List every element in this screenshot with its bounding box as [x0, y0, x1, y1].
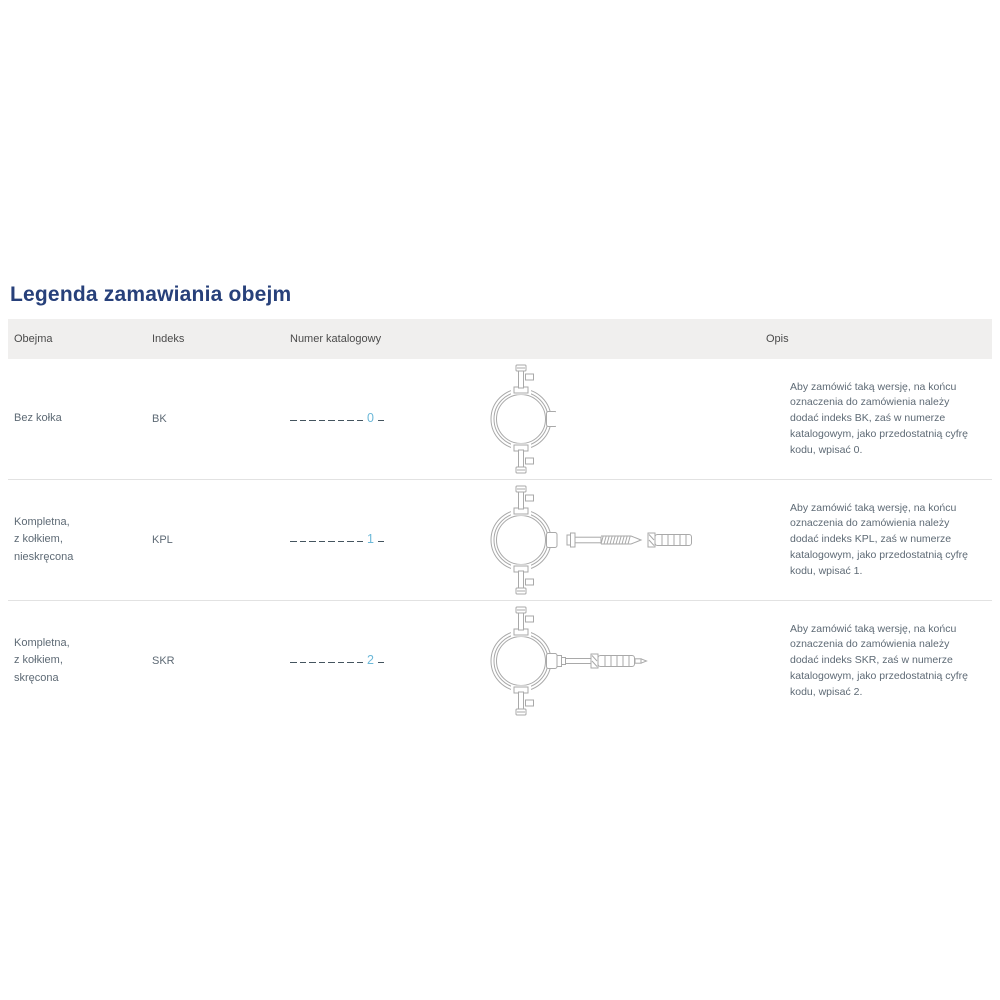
obejma-cell: [8, 480, 146, 600]
column-header-indeks: Indeks: [152, 333, 185, 345]
numer-katalogowy-cell: [284, 601, 434, 721]
pipe-clamp-illustration: [488, 360, 556, 478]
pipe-clamp-assembled-illustration: [488, 602, 668, 720]
numer-katalogowy-cell: [284, 359, 434, 479]
obejma-cell: [8, 359, 146, 479]
catalog-digit: 2: [367, 652, 374, 667]
page: [0, 283, 1000, 1000]
obejma-line: z kołkiem,: [14, 533, 63, 546]
obejma-line: skręcona: [14, 671, 59, 684]
illustration-cell: [434, 359, 758, 479]
obejma-line: z kołkiem,: [14, 654, 63, 667]
obejma-line: Bez kołka: [14, 412, 62, 425]
catalog-digit: 1: [367, 531, 374, 546]
indeks-cell: SKR: [152, 655, 175, 667]
obejma-cell: [8, 601, 146, 721]
catalog-digit: 0: [367, 410, 374, 425]
opis-cell: Aby zamówić taką wersję, na końcu oznaczenia do zamówienia należy dodać indeks KPL, zaś w numerze katalogowym, jako przedostatnią cyfrę kodu, wpisać 1.: [790, 501, 969, 577]
opis-cell: Aby zamówić taką wersję, na końcu oznaczenia do zamówienia należy dodać indeks SKR, zaś w numerze katalogowym, jako przedostatnią cyfrę kodu, wpisać 2.: [790, 622, 969, 698]
column-header-opis: Opis: [766, 333, 789, 345]
column-header-obejma: Obejma: [14, 333, 53, 345]
page-title: Legenda zamawiania obejm: [10, 283, 292, 306]
pipe-clamp-screw-dowel-illustration: [488, 481, 698, 599]
opis-cell: Aby zamówić taką wersję, na końcu oznaczenia do zamówienia należy dodać indeks BK, zaś w numerze katalogowym, jako przedostatnią cyfrę kodu, wpisać 0.: [790, 380, 969, 456]
catalog-number-pattern: [290, 410, 384, 426]
catalog-number-pattern: [290, 652, 384, 668]
indeks-cell: KPL: [152, 534, 173, 546]
clamp-ordering-legend-table: [8, 319, 992, 721]
table-row: [8, 359, 992, 479]
catalog-number-pattern: [290, 531, 384, 547]
indeks-cell: BK: [152, 413, 167, 425]
illustration-cell: [434, 601, 758, 721]
table-row: [8, 479, 992, 600]
obejma-line: Kompletna,: [14, 637, 70, 650]
obejma-line: nieskręcona: [14, 550, 74, 563]
illustration-cell: [434, 480, 758, 600]
obejma-line: Kompletna,: [14, 516, 70, 529]
table-header-row: [8, 319, 992, 359]
column-header-numer-katalogowy: Numer katalogowy: [290, 333, 382, 345]
table-row: [8, 600, 992, 721]
numer-katalogowy-cell: [284, 480, 434, 600]
